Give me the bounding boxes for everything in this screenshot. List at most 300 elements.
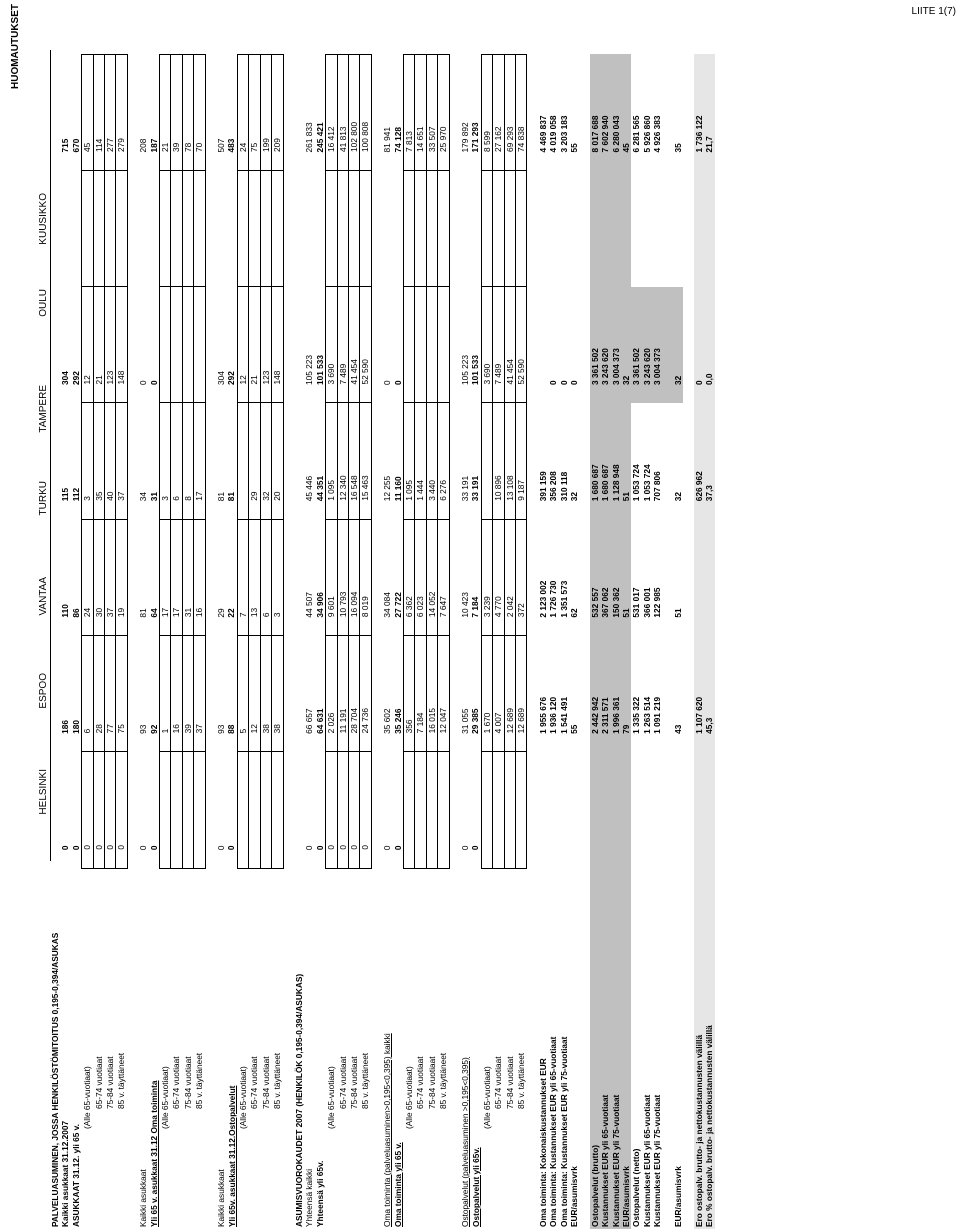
cell-kuusikko: 27 162 (493, 54, 504, 170)
cell-turku: 6 276 (438, 403, 449, 519)
cell-vantaa: 531 017 (631, 587, 642, 618)
cell-kuusikko: 75 (249, 54, 260, 170)
spacer-row (205, 0, 216, 1229)
cell-notes (60, 0, 70, 54)
cell-espoo: 2 311 571 (600, 636, 610, 752)
row-label: Oma toiminta (palveluasuminen>0,195<0,395) kaikki (382, 1033, 393, 1227)
cell-turku: 32 (569, 492, 579, 502)
cell-oulu (611, 170, 621, 286)
cell-helsinki (127, 752, 138, 868)
cell-oulu (294, 170, 304, 286)
cell-turku: 3 (160, 403, 171, 519)
table-row (260, 0, 271, 1229)
cell-helsinki: 0 (138, 845, 149, 851)
cell-espoo (283, 636, 294, 752)
cell-kuusikko: 199 (260, 54, 271, 170)
row-label: (Alle 65-vuotiaat) (326, 1066, 337, 1129)
row-label: 85 v. täyttäneet (360, 1052, 371, 1109)
row-label: 65-74 vuotiaat (493, 1056, 504, 1109)
table-row (673, 0, 683, 1229)
cell-oulu (226, 170, 237, 286)
cell-kuusikko: 245 421 (314, 122, 325, 153)
cell-oulu (460, 170, 470, 286)
table-row (237, 0, 248, 1229)
cell-kuusikko (50, 54, 60, 170)
row-label (579, 868, 589, 1229)
row-label: Yli 65 v. asukkaat 31.12 Oma toiminta (148, 1080, 159, 1227)
cell-espoo: 7 184 (415, 636, 426, 752)
cell-turku: 1 053 724 (631, 464, 642, 502)
cell-turku: 1 680 687 (590, 403, 600, 519)
cell-turku: 81 (216, 492, 227, 502)
cell-notes (569, 0, 579, 54)
cell-tampere: 3 004 373 (611, 287, 621, 403)
cell-espoo: 16 015 (426, 636, 437, 752)
table-row (590, 0, 600, 1229)
cell-tampere (160, 287, 171, 403)
cell-turku: 356 208 (548, 471, 559, 502)
cell-espoo (50, 636, 60, 752)
row-label: 75-84 vuotiaat (182, 1056, 193, 1109)
cell-kuusikko: 4 019 058 (548, 115, 559, 153)
cell-turku: 15 463 (360, 403, 371, 519)
cell-oulu (337, 170, 348, 286)
table-row (470, 0, 481, 1229)
table-row (272, 0, 283, 1229)
cell-turku: 12 340 (337, 403, 348, 519)
cell-tampere (294, 287, 304, 403)
cell-kuusikko (683, 54, 693, 170)
cell-vantaa: 6 362 (403, 519, 414, 635)
cell-notes (283, 0, 294, 54)
row-label: (Alle 65-vuotiaat) (403, 1066, 414, 1129)
cell-turku: 10 896 (493, 403, 504, 519)
table-row (348, 0, 359, 1229)
cell-espoo (527, 636, 538, 752)
cell-oulu (621, 170, 631, 286)
row-label: ASUKKAAT 31.12. yli 65 v. (71, 1124, 82, 1227)
cell-tampere: 0 (138, 380, 149, 385)
cell-oulu (631, 170, 641, 286)
row-label: Ostopalvelut (netto) (631, 1148, 642, 1227)
cell-kuusikko: 670 (70, 138, 81, 153)
cell-kuusikko (127, 54, 138, 170)
cell-notes (216, 0, 226, 54)
row-label (449, 868, 460, 1229)
row-label: ASUMISVUOROKAUDET 2007 (HENKILÖK 0,195-0,394/ASUKAS) (293, 973, 304, 1227)
cell-notes (50, 0, 60, 54)
cell-turku (50, 403, 60, 519)
cell-helsinki (548, 752, 558, 868)
cell-vantaa: 16 (194, 519, 205, 635)
cell-turku: 626 962 (694, 403, 704, 519)
cell-helsinki (260, 752, 271, 868)
cell-notes (652, 0, 662, 54)
cell-turku: 34 (138, 492, 149, 502)
row-label: Oma toiminta: Kustannukset EUR yli 75-vuotiaat (558, 1036, 569, 1227)
cell-oulu (548, 170, 558, 286)
cell-oulu (105, 170, 116, 286)
cell-kuusikko: 14 651 (415, 54, 426, 170)
cell-tampere: 0 (558, 380, 569, 385)
cell-kuusikko: 1 736 122 (694, 54, 704, 170)
table-row (611, 0, 621, 1229)
cell-turku (205, 403, 216, 519)
cell-oulu (272, 170, 283, 286)
cell-kuusikko: 261 833 (304, 122, 315, 153)
cell-notes (611, 0, 621, 54)
cell-oulu (704, 170, 714, 286)
cell-tampere (538, 287, 548, 403)
cell-espoo: 93 (138, 724, 149, 734)
cell-tampere: 41 454 (348, 287, 359, 403)
row-label: 75-84 vuotiaat (105, 1056, 116, 1109)
cell-kuusikko: 3 203 183 (558, 115, 569, 153)
cell-turku: 13 108 (504, 403, 515, 519)
cell-espoo: 16 (171, 636, 182, 752)
cell-notes (515, 0, 526, 54)
row-label: PALVELUASUMINEN, JOSSA HENKILÖSTÖMITOITUS 0,195-0,394/ASUKAS (50, 932, 60, 1227)
row-label: Kustannukset EUR yli 65-vuotiaat (641, 1094, 652, 1227)
cell-kuusikko (205, 54, 216, 170)
cell-notes (93, 0, 104, 54)
cell-notes (105, 0, 116, 54)
cell-vantaa: 110 (60, 604, 71, 618)
cell-helsinki (449, 752, 460, 868)
table-row (304, 0, 314, 1229)
cell-espoo: 35 602 (382, 708, 393, 734)
cell-turku: 115 (60, 487, 71, 502)
table-row (71, 0, 82, 1229)
cell-oulu (569, 170, 579, 286)
cell-kuusikko: 21,7 (704, 54, 714, 170)
cell-espoo: 39 (182, 636, 193, 752)
cell-vantaa: 86 (70, 608, 81, 618)
cell-vantaa: 10 793 (337, 519, 348, 635)
cell-kuusikko: 279 (116, 54, 127, 170)
cell-turku: 112 (70, 487, 81, 502)
cell-kuusikko: 55 (569, 143, 579, 153)
cell-tampere: 3 361 502 (590, 287, 600, 403)
cell-vantaa: 34 084 (382, 592, 393, 618)
cell-notes (493, 0, 504, 54)
cell-espoo: 1 335 322 (631, 696, 642, 734)
cell-oulu (93, 170, 104, 286)
cell-vantaa: 51 (621, 519, 631, 635)
spacer-row (449, 0, 460, 1229)
row-label: Kustannukset EUR yli 75-vuotiaat (611, 868, 621, 1229)
cell-notes (315, 0, 326, 54)
row-label: Oma toiminta yli 65 v. (392, 1142, 403, 1227)
cell-oulu (579, 170, 589, 286)
cell-oulu (590, 170, 600, 286)
cell-oulu (315, 170, 326, 286)
row-label: (Alle 65-vuotiaat) (481, 1066, 492, 1129)
cell-turku: 1 095 (403, 403, 414, 519)
cell-kuusikko: 81 941 (382, 127, 393, 153)
cell-espoo: 1 955 676 (537, 696, 548, 734)
table-row (538, 0, 548, 1229)
cell-helsinki (652, 752, 662, 868)
cell-tampere: 32 (621, 287, 631, 403)
cell-kuusikko: 70 (194, 54, 205, 170)
table-row (631, 0, 641, 1229)
row-label (127, 868, 138, 1229)
cell-kuusikko: 7 602 940 (600, 54, 610, 170)
cell-kuusikko (527, 54, 538, 170)
cell-espoo: 37 (194, 636, 205, 752)
cell-turku: 12 255 (382, 475, 393, 502)
cell-kuusikko: 45 (621, 54, 631, 170)
cell-kuusikko: 39 (171, 54, 182, 170)
cell-kuusikko: 209 (272, 54, 283, 170)
cell-kuusikko: 483 (226, 138, 237, 153)
cell-kuusikko: 8 599 (481, 54, 492, 170)
cell-espoo: 1 091 219 (652, 696, 663, 734)
cell-turku (237, 403, 248, 519)
cell-espoo: 93 (216, 724, 227, 734)
cell-vantaa (371, 519, 382, 635)
cell-tampere: 0 (148, 380, 159, 385)
table-row (315, 0, 326, 1229)
cell-kuusikko: 74 128 (392, 127, 403, 153)
cell-oulu (504, 170, 515, 286)
cell-helsinki (631, 752, 641, 868)
cell-espoo: 1 936 120 (548, 696, 559, 734)
cell-turku (683, 403, 693, 519)
cell-turku: 310 118 (558, 471, 569, 502)
cell-espoo: 1 (160, 636, 171, 752)
cell-vantaa: 9 601 (326, 519, 337, 635)
cell-espoo (449, 636, 460, 752)
cell-helsinki: 0 (93, 752, 104, 868)
cell-notes (642, 0, 652, 54)
cell-helsinki: 0 (337, 752, 348, 868)
row-label: 75-84 vuotiaat (504, 1056, 515, 1109)
table-row (294, 0, 304, 1229)
table-row (652, 0, 662, 1229)
cell-kuusikko: 16 412 (326, 54, 337, 170)
cell-helsinki (663, 752, 673, 868)
cell-notes (237, 0, 248, 54)
cell-helsinki (171, 752, 182, 868)
cell-notes (171, 0, 182, 54)
cell-vantaa: 44 507 (304, 592, 315, 618)
table-row (249, 0, 260, 1229)
cell-oulu (326, 170, 337, 286)
cell-helsinki: 0 (360, 752, 371, 868)
cell-turku: 81 (226, 492, 237, 502)
cell-vantaa (527, 519, 538, 635)
cell-turku (127, 403, 138, 519)
cell-helsinki (294, 752, 304, 868)
cell-helsinki (403, 752, 414, 868)
cell-espoo: 2 026 (326, 636, 337, 752)
cell-espoo: 64 631 (314, 708, 325, 734)
cell-kuusikko (294, 54, 304, 170)
cell-tampere: 3 690 (326, 287, 337, 403)
cell-espoo: 92 (148, 724, 159, 734)
cell-kuusikko: 24 (237, 54, 248, 170)
cell-turku: 16 548 (348, 403, 359, 519)
cell-turku: 20 (272, 403, 283, 519)
cell-turku: 9 187 (515, 403, 526, 519)
attachment-label: LIITE 1(7) (911, 6, 956, 17)
cell-kuusikko: 8 017 688 (590, 54, 600, 170)
cell-helsinki (50, 752, 60, 868)
table-row (93, 0, 104, 1229)
row-label (683, 868, 693, 1229)
cell-kuusikko: 6 280 043 (611, 54, 621, 170)
cell-tampere: 148 (272, 287, 283, 403)
cell-notes (82, 0, 93, 54)
cell-helsinki (415, 752, 426, 868)
cell-espoo (371, 636, 382, 752)
row-label (283, 868, 294, 1229)
cell-oulu (527, 170, 538, 286)
cell-tampere: 105 223 (304, 355, 315, 385)
row-label (663, 868, 673, 1229)
cell-notes (249, 0, 260, 54)
cell-notes (138, 0, 148, 54)
cell-vantaa: 62 (569, 608, 579, 618)
cell-espoo: 28 (93, 636, 104, 752)
cell-espoo: 4 007 (493, 636, 504, 752)
row-label: Kaikki asukkaat 31.12.2007 (60, 1120, 71, 1227)
cell-espoo: 2 442 942 (590, 636, 600, 752)
cell-helsinki: 0 (304, 845, 315, 851)
table-row (194, 0, 205, 1229)
cell-oulu (382, 170, 392, 286)
cell-oulu (663, 170, 673, 286)
cell-turku: 33 191 (470, 475, 481, 502)
cell-vantaa (127, 519, 138, 635)
cell-kuusikko: 114 (93, 54, 104, 170)
cell-turku: 35 (93, 403, 104, 519)
row-label: (Alle 65-vuotiaat) (160, 1066, 171, 1129)
row-label: 75-84 vuotiaat (426, 1056, 437, 1109)
cell-oulu (160, 170, 171, 286)
cell-kuusikko (371, 54, 382, 170)
cell-espoo: 11 191 (337, 636, 348, 752)
cell-vantaa: 372 (515, 519, 526, 635)
table-row (481, 0, 492, 1229)
cell-kuusikko: 6 281 565 (631, 115, 642, 153)
cell-tampere: 123 (260, 287, 271, 403)
cell-helsinki (621, 752, 631, 868)
cell-helsinki: 0 (60, 845, 71, 851)
cell-notes (326, 0, 337, 54)
row-label: 65-74 vuotiaat (93, 1056, 104, 1109)
col-vantaa: VANTAA (38, 577, 49, 616)
table-row (600, 0, 610, 1229)
cell-tampere (182, 287, 193, 403)
cell-tampere: 7 489 (493, 287, 504, 403)
cell-vantaa (205, 519, 216, 635)
cell-oulu (426, 170, 437, 286)
cell-turku: 8 (182, 403, 193, 519)
cell-turku (449, 403, 460, 519)
cell-vantaa: 150 362 (611, 519, 621, 635)
cell-tampere (50, 287, 60, 403)
cell-vantaa: 2 123 002 (537, 580, 548, 618)
cell-tampere (283, 287, 294, 403)
cell-notes (579, 0, 589, 54)
cell-helsinki: 0 (82, 752, 93, 868)
cell-helsinki (642, 752, 652, 868)
cell-vantaa: 24 (82, 519, 93, 635)
cell-helsinki (611, 752, 621, 868)
cell-kuusikko: 74 838 (515, 54, 526, 170)
cell-tampere (449, 287, 460, 403)
cell-helsinki (272, 752, 283, 868)
cell-tampere: 21 (249, 287, 260, 403)
cell-notes (470, 0, 481, 54)
cell-kuusikko: 21 (160, 54, 171, 170)
cell-kuusikko: 69 293 (504, 54, 515, 170)
row-label: 85 v. täyttäneet (438, 1052, 449, 1109)
cell-espoo: 38 (260, 636, 271, 752)
table-row (393, 0, 404, 1229)
cell-kuusikko: 100 808 (360, 54, 371, 170)
cell-notes (182, 0, 193, 54)
cell-helsinki (504, 752, 515, 868)
cell-notes (226, 0, 237, 54)
cell-tampere: 0 (694, 287, 704, 403)
cell-turku: 1 444 (415, 403, 426, 519)
cell-helsinki (249, 752, 260, 868)
cell-oulu (216, 170, 226, 286)
cell-espoo: 75 (116, 636, 127, 752)
cell-oulu (348, 170, 359, 286)
cell-oulu (673, 170, 683, 286)
cell-helsinki (673, 752, 683, 868)
cell-tampere (527, 287, 538, 403)
cell-vantaa (579, 519, 589, 635)
table-row (182, 0, 193, 1229)
cell-espoo: 45,3 (704, 636, 714, 752)
cell-turku: 32 (673, 492, 684, 502)
cell-notes (683, 0, 693, 54)
cell-helsinki (683, 752, 693, 868)
cell-espoo: 186 (60, 720, 71, 734)
table-row (415, 0, 426, 1229)
cell-turku: 1 053 724 (641, 464, 652, 502)
cell-kuusikko: 4 926 383 (652, 115, 663, 153)
cell-helsinki: 0 (314, 845, 325, 851)
cell-helsinki (481, 752, 492, 868)
cell-tampere: 105 223 (459, 355, 470, 385)
cell-vantaa (449, 519, 460, 635)
cell-tampere: 0 (382, 380, 393, 385)
table-row (116, 0, 127, 1229)
cell-vantaa: 1 351 573 (558, 580, 569, 618)
cell-oulu (559, 170, 569, 286)
cell-espoo: 28 704 (348, 636, 359, 752)
cell-turku (663, 403, 673, 519)
row-label: 85 v. täyttäneet (515, 1052, 526, 1109)
cell-helsinki (694, 752, 704, 868)
cell-helsinki: 0 (470, 845, 481, 851)
cell-tampere (663, 287, 673, 403)
cell-tampere (371, 287, 382, 403)
cell-notes (160, 0, 171, 54)
row-label: (Alle 65-vuotiaat) (237, 1066, 248, 1129)
table-row (493, 0, 504, 1229)
row-label: EUR/asumisvrk (621, 868, 631, 1229)
cell-vantaa: 19 (116, 519, 127, 635)
cell-kuusikko: 4 469 837 (537, 115, 548, 153)
